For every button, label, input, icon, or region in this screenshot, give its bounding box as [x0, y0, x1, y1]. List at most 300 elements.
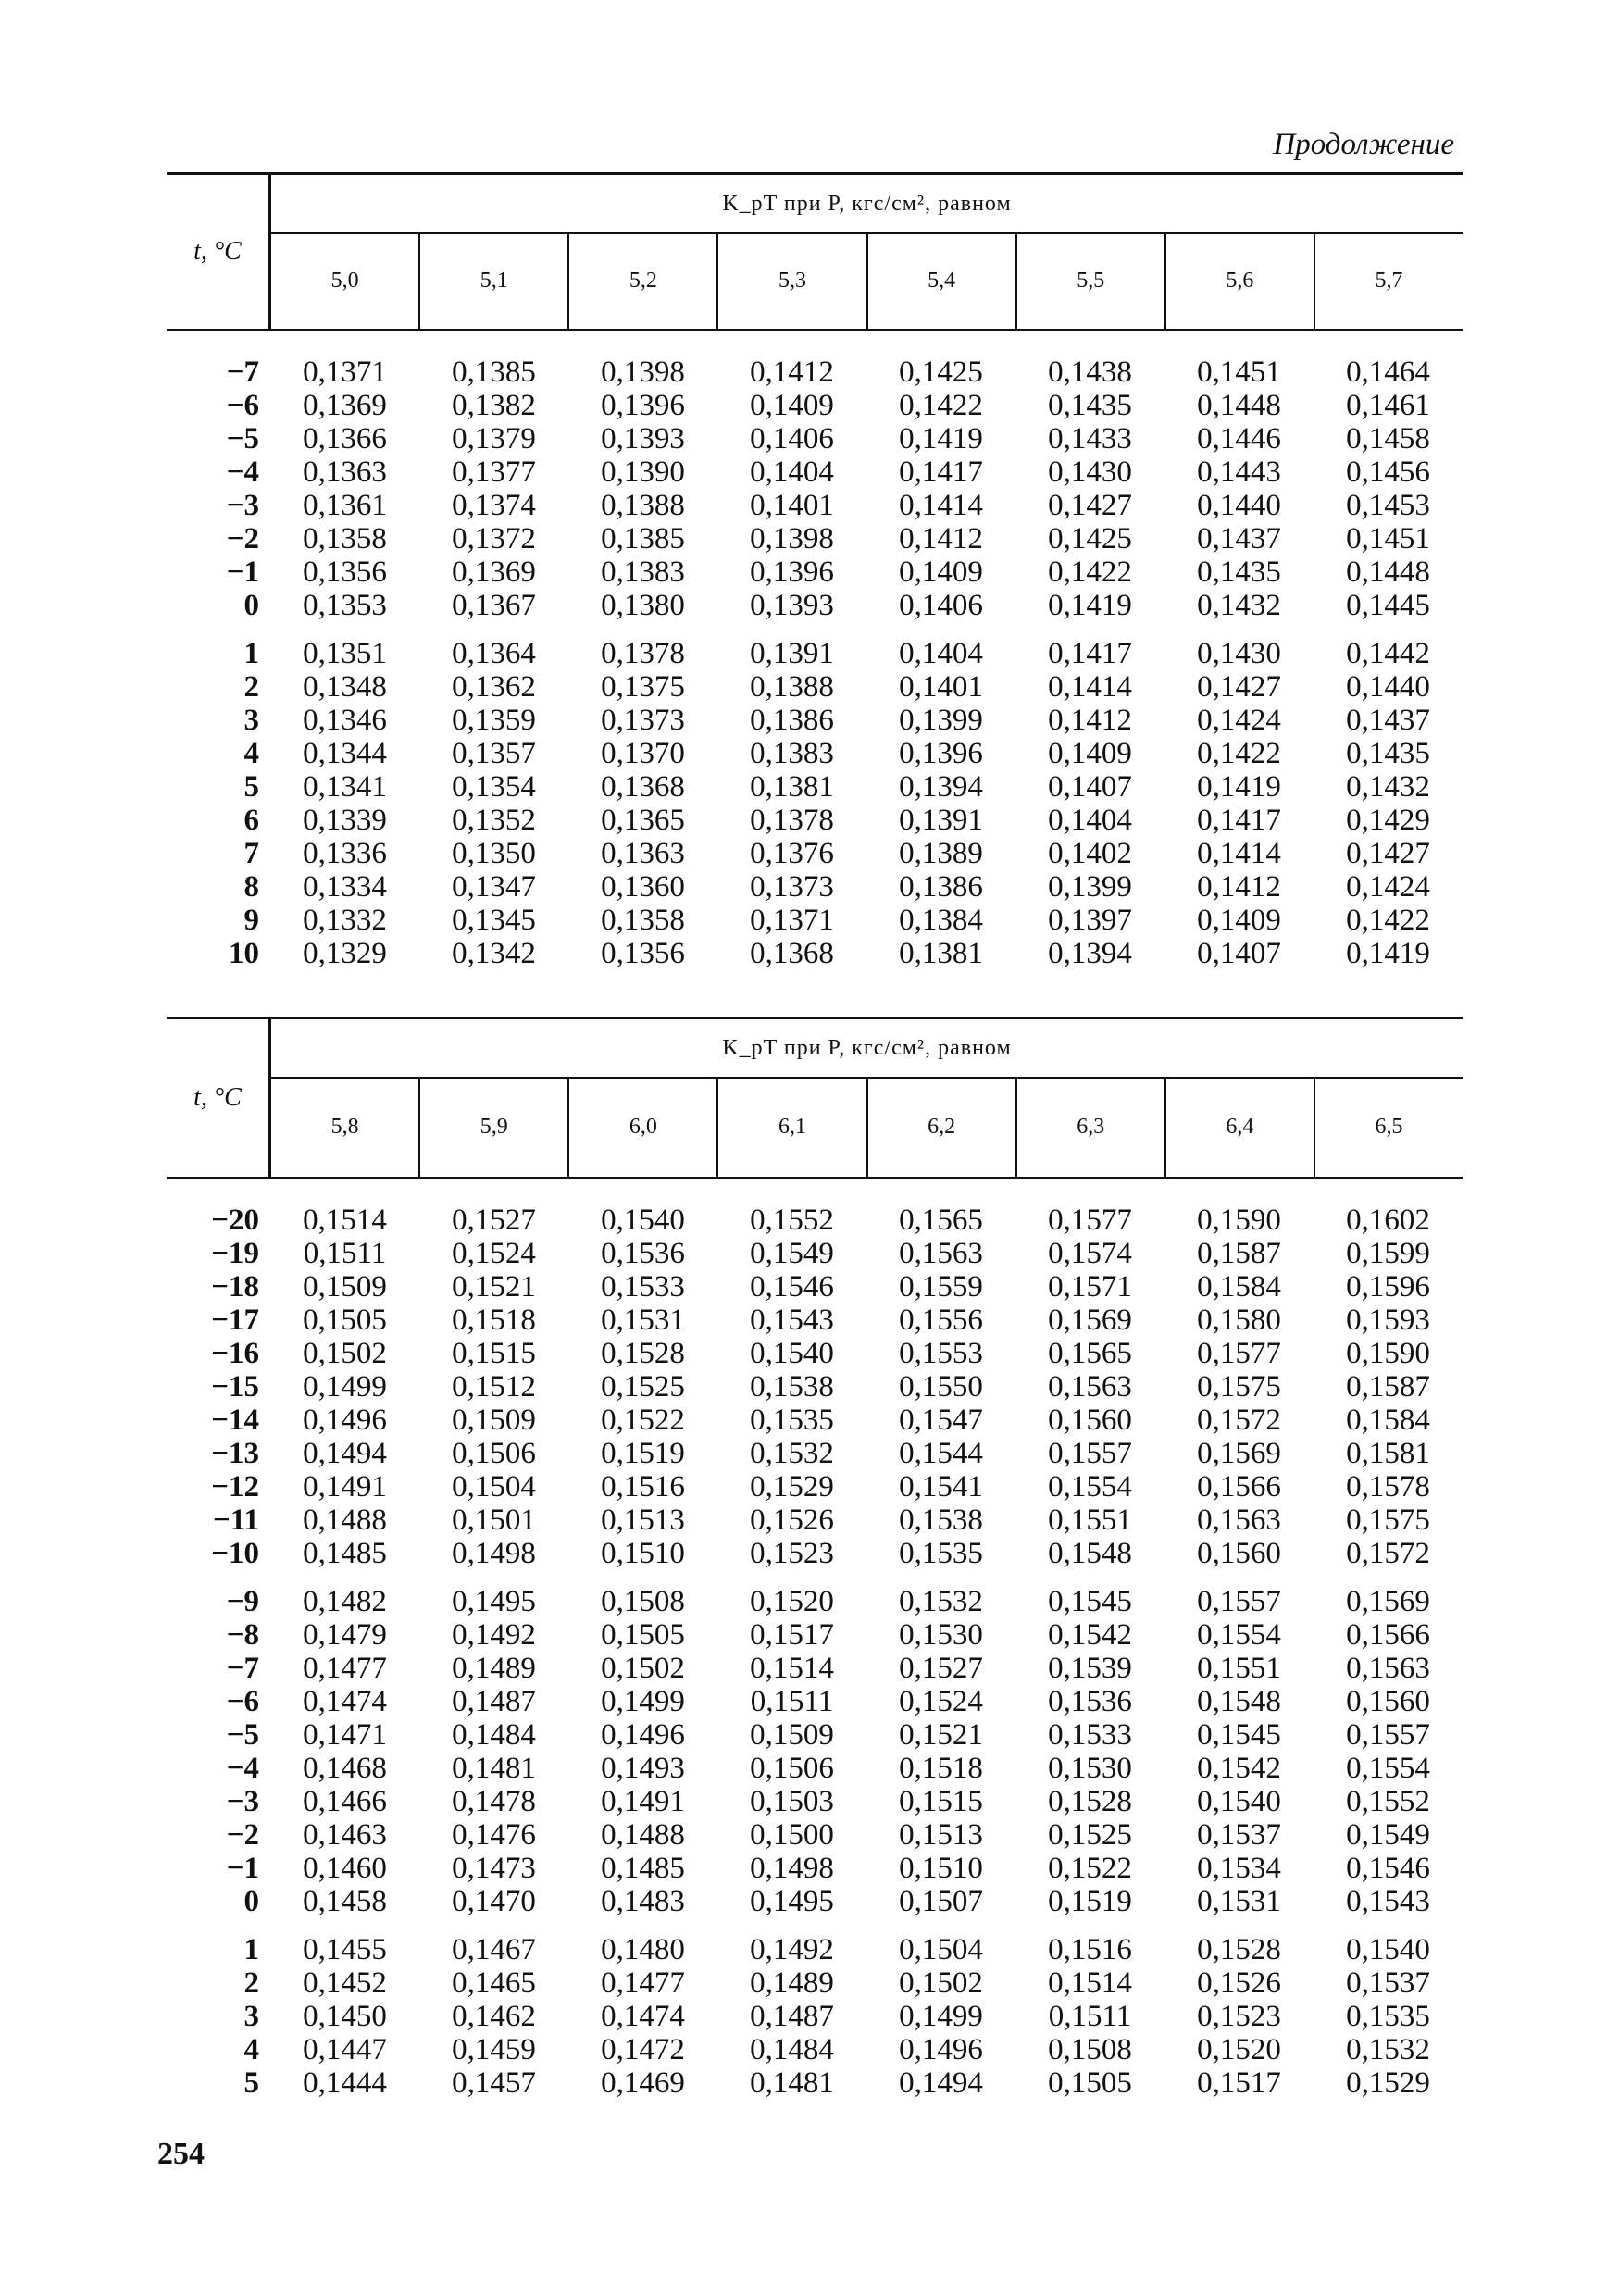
coefficient-cell: 0,1500 — [750, 1818, 834, 1852]
coefficient-cell: 0,1399 — [1048, 870, 1132, 904]
coefficient-cell: 0,1353 — [303, 589, 387, 622]
coefficient-cell: 0,1540 — [1197, 1785, 1281, 1818]
coefficient-cell: 0,1565 — [1048, 1337, 1132, 1370]
coefficient-cell: 0,1329 — [303, 937, 387, 970]
coefficient-cell: 0,1528 — [1197, 1933, 1281, 1966]
coefficient-cell: 0,1506 — [452, 1437, 536, 1470]
coefficient-cell: 0,1566 — [1346, 1618, 1430, 1652]
coefficient-cell: 0,1520 — [1197, 2033, 1281, 2066]
coefficient-cell: 0,1507 — [899, 1885, 983, 1918]
pressure-cell: 6,5 — [1314, 1077, 1463, 1177]
table-row — [167, 1752, 1463, 1785]
coefficient-cell: 0,1417 — [899, 455, 983, 489]
coefficient-cell: 0,1563 — [1346, 1652, 1430, 1685]
temperature-cell: −3 — [226, 1785, 259, 1818]
temperature-cell: −4 — [226, 1752, 259, 1785]
table-row — [167, 1785, 1463, 1818]
pressure-cell: 6,3 — [1015, 1077, 1164, 1177]
coefficient-cell: 0,1478 — [452, 1785, 536, 1818]
coefficient-cell: 0,1577 — [1197, 1337, 1281, 1370]
coefficient-cell: 0,1412 — [899, 522, 983, 555]
coefficient-cell: 0,1532 — [899, 1585, 983, 1618]
coefficient-cell: 0,1469 — [601, 2066, 685, 2100]
coefficient-cell: 0,1463 — [303, 1818, 387, 1852]
temperature-cell: 0 — [243, 589, 259, 622]
temperature-cell: −2 — [226, 1818, 259, 1852]
coefficient-cell: 0,1599 — [1346, 1237, 1430, 1270]
coefficient-cell: 0,1419 — [1197, 770, 1281, 804]
temperature-cell: −6 — [226, 389, 259, 422]
temperature-cell: −1 — [226, 1852, 259, 1885]
coefficient-cell: 0,1409 — [750, 389, 834, 422]
temperature-cell: −14 — [211, 1404, 259, 1437]
table-row — [167, 1966, 1463, 2000]
coefficient-cell: 0,1517 — [750, 1618, 834, 1652]
coefficient-cell: 0,1522 — [601, 1404, 685, 1437]
temperature-cell: 9 — [243, 904, 259, 937]
coefficient-cell: 0,1587 — [1346, 1370, 1430, 1404]
table-row — [167, 670, 1463, 704]
table-row — [167, 522, 1463, 555]
pressure-cell: 5,8 — [330, 1114, 359, 1139]
coefficient-cell: 0,1584 — [1197, 1270, 1281, 1304]
coefficient-cell: 0,1435 — [1197, 555, 1281, 589]
temperature-cell: −2 — [226, 522, 259, 555]
coefficient-cell: 0,1532 — [750, 1437, 834, 1470]
table-row — [167, 1270, 1463, 1304]
coefficient-cell: 0,1602 — [1346, 1204, 1430, 1237]
temperature-cell: −16 — [211, 1337, 259, 1370]
coefficient-cell: 0,1473 — [452, 1852, 536, 1885]
coefficient-cell: 0,1537 — [1197, 1818, 1281, 1852]
coefficient-cell: 0,1383 — [601, 555, 685, 589]
table-body — [167, 1179, 1463, 2100]
coefficient-cell: 0,1433 — [1048, 422, 1132, 455]
coefficient-cell: 0,1361 — [303, 489, 387, 522]
coefficient-cell: 0,1427 — [1048, 489, 1132, 522]
temperature-cell: −11 — [213, 1504, 259, 1537]
coefficient-cell: 0,1354 — [452, 770, 536, 804]
coefficient-cell: 0,1496 — [303, 1404, 387, 1437]
coefficient-cell: 0,1496 — [899, 2033, 983, 2066]
coefficient-cell: 0,1344 — [303, 737, 387, 770]
coefficient-cell: 0,1559 — [899, 1270, 983, 1304]
coefficient-cell: 0,1543 — [750, 1304, 834, 1337]
coefficient-cell: 0,1378 — [601, 637, 685, 670]
temperature-cell: 4 — [243, 737, 259, 770]
pressure-cell: 6,4 — [1164, 1077, 1314, 1177]
pressure-row — [271, 1077, 1463, 1177]
coefficient-cell: 0,1404 — [750, 455, 834, 489]
temperature-cell: −13 — [211, 1437, 259, 1470]
coefficient-cell: 0,1427 — [1346, 837, 1430, 870]
coefficient-cell: 0,1553 — [899, 1337, 983, 1370]
temperature-cell: −10 — [211, 1537, 259, 1570]
coefficient-cell: 0,1571 — [1048, 1270, 1132, 1304]
coefficient-cell: 0,1401 — [750, 489, 834, 522]
coefficient-cell: 0,1547 — [899, 1404, 983, 1437]
coefficient-cell: 0,1484 — [750, 2033, 834, 2066]
temperature-cell: −15 — [211, 1370, 259, 1404]
coefficient-cell: 0,1417 — [1197, 804, 1281, 837]
coefficient-cell: 0,1425 — [1048, 522, 1132, 555]
coefficient-cell: 0,1448 — [1197, 389, 1281, 422]
coefficient-cell: 0,1557 — [1048, 1437, 1132, 1470]
coefficient-cell: 0,1488 — [303, 1504, 387, 1537]
table-row — [167, 1685, 1463, 1718]
coefficient-cell: 0,1590 — [1197, 1204, 1281, 1237]
coefficient-cell: 0,1550 — [899, 1370, 983, 1404]
coefficient-cell: 0,1412 — [750, 356, 834, 389]
coefficient-cell: 0,1407 — [1048, 770, 1132, 804]
coefficient-cell: 0,1334 — [303, 870, 387, 904]
coefficient-cell: 0,1352 — [452, 804, 536, 837]
coefficient-cell: 0,1371 — [303, 356, 387, 389]
coefficient-cell: 0,1529 — [750, 1470, 834, 1504]
coefficient-cell: 0,1443 — [1197, 455, 1281, 489]
table-header — [167, 172, 1463, 331]
coefficient-cell: 0,1386 — [750, 704, 834, 737]
coefficient-cell: 0,1368 — [750, 937, 834, 970]
coefficient-cell: 0,1363 — [601, 837, 685, 870]
coefficient-cell: 0,1531 — [601, 1304, 685, 1337]
coefficient-cell: 0,1574 — [1048, 1237, 1132, 1270]
coefficient-cell: 0,1554 — [1346, 1752, 1430, 1785]
coefficient-cell: 0,1554 — [1048, 1470, 1132, 1504]
coefficient-cell: 0,1513 — [899, 1818, 983, 1852]
coefficient-cell: 0,1422 — [1346, 904, 1430, 937]
table-row — [167, 637, 1463, 670]
coefficient-cell: 0,1471 — [303, 1718, 387, 1752]
coefficient-cell: 0,1542 — [1048, 1618, 1132, 1652]
coefficient-cell: 0,1369 — [303, 389, 387, 422]
coefficient-cell: 0,1511 — [1048, 2000, 1132, 2033]
coefficient-cell: 0,1359 — [452, 704, 536, 737]
coefficient-cell: 0,1384 — [899, 904, 983, 937]
temperature-cell: 8 — [243, 870, 259, 904]
coefficient-cell: 0,1445 — [1346, 589, 1430, 622]
table-row — [167, 1504, 1463, 1537]
coefficient-cell: 0,1347 — [452, 870, 536, 904]
coefficient-cell: 0,1491 — [303, 1470, 387, 1504]
coefficient-cell: 0,1535 — [899, 1537, 983, 1570]
temperature-cell: 2 — [243, 670, 259, 704]
coefficient-cell: 0,1412 — [1048, 704, 1132, 737]
coefficient-cell: 0,1453 — [1346, 489, 1430, 522]
temperature-cell: 10 — [229, 937, 259, 970]
coefficient-cell: 0,1521 — [452, 1270, 536, 1304]
temperature-cell: −6 — [226, 1685, 259, 1718]
coefficient-cell: 0,1422 — [899, 389, 983, 422]
coefficient-cell: 0,1393 — [601, 422, 685, 455]
coefficient-cell: 0,1459 — [452, 2033, 536, 2066]
coefficient-cell: 0,1575 — [1346, 1504, 1430, 1537]
coefficient-cell: 0,1542 — [1197, 1752, 1281, 1785]
coefficient-cell: 0,1545 — [1048, 1585, 1132, 1618]
coefficient-cell: 0,1587 — [1197, 1237, 1281, 1270]
coefficient-cell: 0,1451 — [1197, 356, 1281, 389]
coefficient-cell: 0,1407 — [1197, 937, 1281, 970]
coefficient-cell: 0,1566 — [1197, 1470, 1281, 1504]
temperature-cell: 3 — [243, 2000, 259, 2033]
coefficient-cell: 0,1406 — [750, 422, 834, 455]
coefficient-cell: 0,1462 — [452, 2000, 536, 2033]
coefficient-cell: 0,1498 — [452, 1537, 536, 1570]
coefficient-cell: 0,1509 — [452, 1404, 536, 1437]
temperature-cell: −8 — [226, 1618, 259, 1652]
coefficient-cell: 0,1375 — [601, 670, 685, 704]
table-row — [167, 904, 1463, 937]
coefficient-cell: 0,1427 — [1197, 670, 1281, 704]
coefficient-cell: 0,1569 — [1048, 1304, 1132, 1337]
coefficient-cell: 0,1487 — [452, 1685, 536, 1718]
coefficient-cell: 0,1494 — [899, 2066, 983, 2100]
table-row — [167, 2033, 1463, 2066]
coefficient-cell: 0,1464 — [1346, 356, 1430, 389]
coefficient-cell: 0,1526 — [750, 1504, 834, 1537]
coefficient-cell: 0,1569 — [1197, 1437, 1281, 1470]
coefficient-cell: 0,1372 — [452, 522, 536, 555]
coefficient-cell: 0,1525 — [1048, 1818, 1132, 1852]
table-row — [167, 737, 1463, 770]
coefficient-cell: 0,1383 — [750, 737, 834, 770]
coefficient-cell: 0,1492 — [452, 1618, 536, 1652]
coefficient-cell: 0,1504 — [452, 1470, 536, 1504]
coefficient-cell: 0,1380 — [601, 589, 685, 622]
coefficient-cell: 0,1533 — [601, 1270, 685, 1304]
coefficient-cell: 0,1358 — [601, 904, 685, 937]
coefficient-cell: 0,1430 — [1048, 455, 1132, 489]
coefficient-cell: 0,1495 — [750, 1885, 834, 1918]
temperature-cell: −9 — [226, 1585, 259, 1618]
coefficient-cell: 0,1382 — [452, 389, 536, 422]
table-row — [167, 837, 1463, 870]
coefficient-cell: 0,1560 — [1197, 1537, 1281, 1570]
coefficient-cell: 0,1381 — [750, 770, 834, 804]
coefficient-cell: 0,1381 — [899, 937, 983, 970]
temperature-cell: −18 — [211, 1270, 259, 1304]
temperature-cell: −1 — [226, 555, 259, 589]
coefficient-cell: 0,1565 — [899, 1204, 983, 1237]
coefficient-cell: 0,1460 — [303, 1852, 387, 1885]
coefficient-cell: 0,1519 — [601, 1437, 685, 1470]
coefficient-cell: 0,1499 — [899, 2000, 983, 2033]
coefficient-cell: 0,1356 — [601, 937, 685, 970]
coefficient-cell: 0,1366 — [303, 422, 387, 455]
coefficient-cell: 0,1442 — [1346, 637, 1430, 670]
coefficient-cell: 0,1557 — [1197, 1585, 1281, 1618]
coefficient-cell: 0,1504 — [899, 1933, 983, 1966]
coefficient-cell: 0,1540 — [601, 1204, 685, 1237]
table-row — [167, 2000, 1463, 2033]
coefficient-cell: 0,1419 — [1048, 589, 1132, 622]
temperature-cell: −17 — [211, 1304, 259, 1337]
table-row — [167, 1652, 1463, 1685]
coefficient-cell: 0,1391 — [750, 637, 834, 670]
table-row — [167, 2066, 1463, 2100]
pressure-cell: 5,7 — [1314, 232, 1463, 329]
coefficient-cell: 0,1468 — [303, 1752, 387, 1785]
coefficient-cell: 0,1350 — [452, 837, 536, 870]
coefficient-cell: 0,1444 — [303, 2066, 387, 2100]
coefficient-cell: 0,1481 — [452, 1752, 536, 1785]
coefficient-cell: 0,1518 — [899, 1752, 983, 1785]
coefficient-cell: 0,1474 — [601, 2000, 685, 2033]
table-2 — [167, 1017, 1463, 2100]
coefficient-cell: 0,1584 — [1346, 1404, 1430, 1437]
table-row — [167, 356, 1463, 389]
coefficient-cell: 0,1483 — [601, 1885, 685, 1918]
coefficient-cell: 0,1563 — [899, 1237, 983, 1270]
coefficient-cell: 0,1546 — [1346, 1852, 1430, 1885]
coefficient-cell: 0,1414 — [1197, 837, 1281, 870]
coefficient-cell: 0,1532 — [1346, 2033, 1430, 2066]
temperature-cell: −5 — [226, 422, 259, 455]
coefficient-cell: 0,1435 — [1048, 389, 1132, 422]
coefficient-cell: 0,1458 — [303, 1885, 387, 1918]
coefficient-cell: 0,1351 — [303, 637, 387, 670]
coefficient-cell: 0,1569 — [1346, 1585, 1430, 1618]
coefficient-cell: 0,1356 — [303, 555, 387, 589]
table-1 — [167, 172, 1463, 970]
coefficient-cell: 0,1363 — [303, 455, 387, 489]
coefficient-cell: 0,1515 — [899, 1785, 983, 1818]
temperature-cell: 7 — [243, 837, 259, 870]
table-row — [167, 1852, 1463, 1885]
coefficient-cell: 0,1563 — [1048, 1370, 1132, 1404]
coefficient-cell: 0,1396 — [750, 555, 834, 589]
coefficient-cell: 0,1537 — [1346, 1966, 1430, 2000]
coefficient-cell: 0,1593 — [1346, 1304, 1430, 1337]
temperature-cell: −7 — [226, 356, 259, 389]
coefficient-cell: 0,1499 — [601, 1685, 685, 1718]
coefficient-cell: 0,1511 — [303, 1237, 387, 1270]
coefficient-cell: 0,1345 — [452, 904, 536, 937]
coefficient-cell: 0,1503 — [750, 1785, 834, 1818]
coefficient-cell: 0,1424 — [1197, 704, 1281, 737]
coefficient-cell: 0,1371 — [750, 904, 834, 937]
coefficient-cell: 0,1425 — [899, 356, 983, 389]
coefficient-cell: 0,1409 — [1048, 737, 1132, 770]
coefficient-cell: 0,1563 — [1197, 1504, 1281, 1537]
coefficient-cell: 0,1451 — [1346, 522, 1430, 555]
coefficient-cell: 0,1339 — [303, 804, 387, 837]
pressure-cell: 5,9 — [418, 1077, 567, 1177]
pressure-row — [271, 232, 1463, 329]
coefficient-cell: 0,1533 — [1048, 1718, 1132, 1752]
coefficient-cell: 0,1398 — [601, 356, 685, 389]
table-row — [167, 1337, 1463, 1370]
coefficient-cell: 0,1412 — [1197, 870, 1281, 904]
coefficient-cell: 0,1488 — [601, 1818, 685, 1852]
table-row — [167, 489, 1463, 522]
temperature-cell: 0 — [243, 1885, 259, 1918]
coefficient-cell: 0,1531 — [1197, 1885, 1281, 1918]
coefficient-cell: 0,1461 — [1346, 389, 1430, 422]
coefficient-cell: 0,1398 — [750, 522, 834, 555]
coefficient-cell: 0,1525 — [601, 1370, 685, 1404]
coefficient-cell: 0,1516 — [601, 1470, 685, 1504]
coefficient-cell: 0,1508 — [1048, 2033, 1132, 2066]
coefficient-cell: 0,1498 — [750, 1852, 834, 1885]
coefficient-cell: 0,1446 — [1197, 422, 1281, 455]
coefficient-cell: 0,1429 — [1346, 804, 1430, 837]
coefficient-cell: 0,1484 — [452, 1718, 536, 1752]
coefficient-cell: 0,1348 — [303, 670, 387, 704]
table-row — [167, 1585, 1463, 1618]
coefficient-cell: 0,1357 — [452, 737, 536, 770]
coefficient-cell: 0,1358 — [303, 522, 387, 555]
coefficient-cell: 0,1519 — [1048, 1885, 1132, 1918]
coefficient-cell: 0,1487 — [750, 2000, 834, 2033]
table-row — [167, 1404, 1463, 1437]
coefficient-cell: 0,1552 — [1346, 1785, 1430, 1818]
coefficient-cell: 0,1554 — [1197, 1618, 1281, 1652]
coefficient-cell: 0,1508 — [601, 1585, 685, 1618]
pressure-title: K_pT при P, кгс/см², равном — [271, 1019, 1463, 1079]
coefficient-cell: 0,1513 — [601, 1504, 685, 1537]
coefficient-cell: 0,1409 — [1197, 904, 1281, 937]
temperature-cell: 1 — [243, 1933, 259, 1966]
coefficient-cell: 0,1422 — [1048, 555, 1132, 589]
coefficient-cell: 0,1452 — [303, 1966, 387, 2000]
coefficient-cell: 0,1485 — [601, 1852, 685, 1885]
temperature-cell: −20 — [211, 1204, 259, 1237]
coefficient-cell: 0,1456 — [1346, 455, 1430, 489]
coefficient-cell: 0,1393 — [750, 589, 834, 622]
table-row — [167, 1618, 1463, 1652]
coefficient-cell: 0,1560 — [1048, 1404, 1132, 1437]
coefficient-cell: 0,1514 — [750, 1652, 834, 1685]
coefficient-cell: 0,1467 — [452, 1933, 536, 1966]
coefficient-cell: 0,1556 — [899, 1304, 983, 1337]
coefficient-cell: 0,1385 — [601, 522, 685, 555]
pressure-cell: 6,2 — [866, 1077, 1015, 1177]
coefficient-cell: 0,1391 — [899, 804, 983, 837]
coefficient-cell: 0,1368 — [601, 770, 685, 804]
coefficient-cell: 0,1477 — [601, 1966, 685, 2000]
coefficient-cell: 0,1530 — [899, 1618, 983, 1652]
coefficient-cell: 0,1557 — [1346, 1718, 1430, 1752]
coefficient-cell: 0,1432 — [1197, 589, 1281, 622]
coefficient-cell: 0,1402 — [1048, 837, 1132, 870]
coefficient-cell: 0,1526 — [1197, 1966, 1281, 2000]
coefficient-cell: 0,1419 — [1346, 937, 1430, 970]
coefficient-cell: 0,1530 — [1048, 1752, 1132, 1785]
temperature-cell: −5 — [226, 1718, 259, 1752]
table-row — [167, 704, 1463, 737]
coefficient-cell: 0,1539 — [1048, 1652, 1132, 1685]
table-header — [167, 1017, 1463, 1179]
coefficient-cell: 0,1385 — [452, 356, 536, 389]
coefficient-cell: 0,1360 — [601, 870, 685, 904]
coefficient-cell: 0,1369 — [452, 555, 536, 589]
coefficient-cell: 0,1544 — [899, 1437, 983, 1470]
coefficient-cell: 0,1535 — [1346, 2000, 1430, 2033]
table-row — [167, 937, 1463, 970]
coefficient-cell: 0,1474 — [303, 1685, 387, 1718]
pressure-cell: 5,6 — [1164, 232, 1314, 329]
coefficient-cell: 0,1417 — [1048, 637, 1132, 670]
table-row — [167, 1470, 1463, 1504]
coefficient-cell: 0,1528 — [601, 1337, 685, 1370]
coefficient-cell: 0,1448 — [1346, 555, 1430, 589]
coefficient-cell: 0,1493 — [601, 1752, 685, 1785]
coefficient-cell: 0,1435 — [1346, 737, 1430, 770]
coefficient-cell: 0,1377 — [452, 455, 536, 489]
temperature-header: t, °C — [167, 175, 271, 329]
coefficient-cell: 0,1341 — [303, 770, 387, 804]
